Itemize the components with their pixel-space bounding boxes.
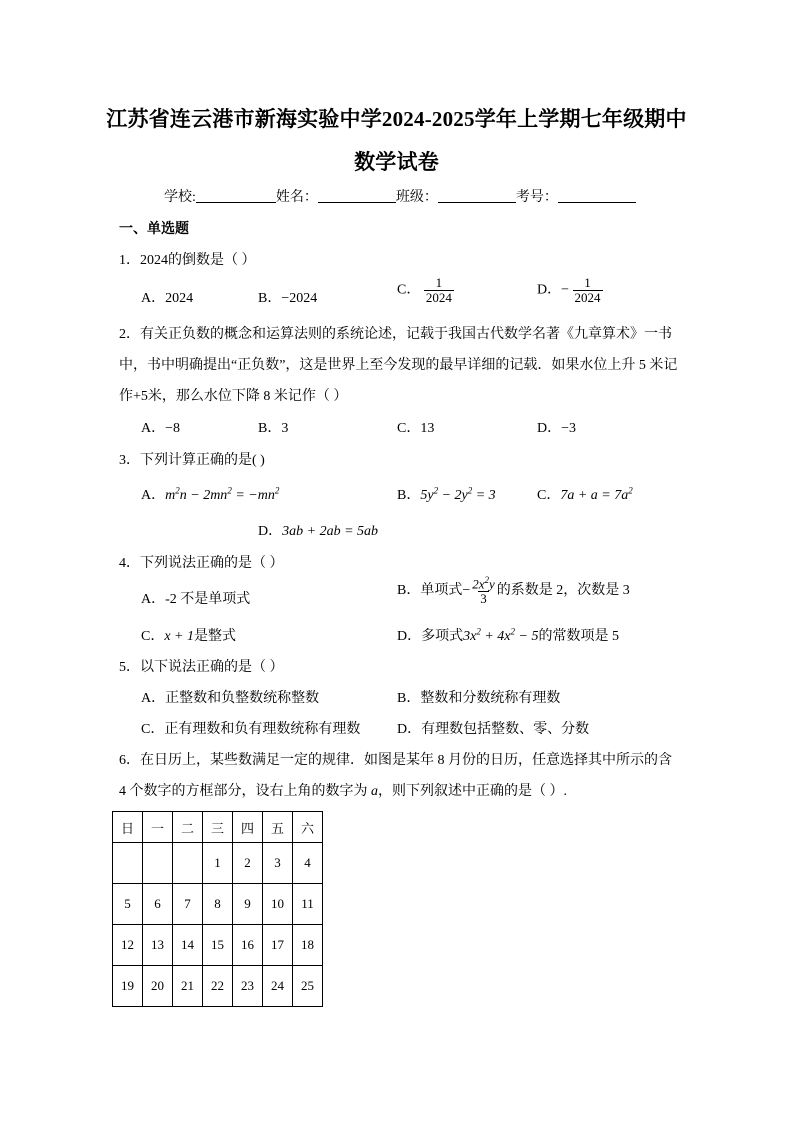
calendar-day-cell: 18 [293, 925, 323, 966]
q4-b-denominator: 3 [480, 590, 487, 606]
calendar-day-cell: 9 [233, 884, 263, 925]
q4-option-d-post: 的常数项是 5 [538, 629, 619, 644]
q1-option-c-label: C． [397, 282, 421, 298]
calendar-day-cell: 3 [263, 843, 293, 884]
q4-stem: 4．下列说法正确的是（ ） [119, 556, 284, 571]
page-title: 江苏省连云港市新海实验中学2024-2025学年上学期七年级期中 [106, 107, 687, 131]
calendar-weekday: 六 [293, 812, 323, 843]
q1-option-b: B．−2024 [258, 291, 318, 306]
page-subtitle: 数学试卷 [354, 150, 439, 174]
q3-option-c-expr: $7a + a = 7a^2$ [560, 485, 633, 503]
q3-option-c [537, 484, 633, 504]
q1-option-d [537, 276, 603, 304]
calendar-weekday: 日 [113, 812, 143, 843]
q4-option-d [397, 625, 619, 645]
q4-option-c-post: 是整式 [194, 629, 237, 644]
calendar-day-cell [143, 843, 173, 884]
q2-option-c: C．13 [397, 421, 435, 436]
q6-line-1: 6．在日历上，某些数满足一定的规律．如图是某年 8 月份的日历，任意选择其中所示的含 [119, 753, 672, 768]
calendar-weekday: 三 [203, 812, 233, 843]
q1-c-denominator: 2024 [425, 289, 452, 305]
q3-option-b-label: B． [397, 488, 421, 503]
calendar-day-cell: 13 [143, 925, 173, 966]
calendar-day-cell: 8 [203, 884, 233, 925]
q1-option-d-sign: − [561, 282, 570, 298]
q1-d-numerator: 1 [584, 275, 591, 290]
calendar-week-row [113, 925, 323, 966]
q2-line-1: 2．有关正负数的概念和运算法则的系统论述，记载于我国古代数学名著《九章算术》一书 [119, 327, 672, 342]
q1-d-denominator: 2024 [574, 289, 601, 305]
calendar-day-cell: 5 [113, 884, 143, 925]
school-label: 学校: [164, 190, 196, 205]
q4-option-a: A．-2 不是单项式 [141, 592, 251, 607]
name-blank [318, 188, 396, 203]
student-info-row [164, 186, 636, 206]
q3-option-a-label: A． [141, 488, 166, 503]
q4-option-d-expr: $3x^2 + 4x^2 - 5$ [463, 626, 539, 644]
q3-option-b [397, 484, 496, 504]
calendar-day-cell: 17 [263, 925, 293, 966]
calendar-day-cell: 10 [263, 884, 293, 925]
calendar-day-cell: 7 [173, 884, 203, 925]
q4-option-c [141, 625, 236, 645]
q1-c-numerator: 1 [435, 275, 443, 290]
q1-option-d-fraction [573, 276, 603, 304]
q5-option-a: A．正整数和负整数统称整数 [141, 691, 320, 706]
q5-option-b: B．整数和分数统称有理数 [397, 691, 561, 706]
q5-stem: 5．以下说法正确的是（ ） [119, 660, 284, 675]
q4-option-c-label: C． [141, 629, 165, 644]
q6-variable-a: a [367, 784, 378, 799]
q3-option-c-label: C． [537, 488, 561, 503]
q3-stem: 3．下列计算正确的是( ) [119, 453, 265, 468]
calendar-day-cell: 21 [173, 966, 203, 1007]
q3-option-b-expr: $5y^2 - 2y^2 = 3$ [420, 485, 496, 503]
q4-option-d-pre: D．多项式 [397, 629, 464, 644]
calendar-day-cell: 19 [113, 966, 143, 1007]
calendar-week-row [113, 843, 323, 884]
q1-stem: 1．2024的倒数是（ ） [119, 253, 256, 268]
calendar-day-cell [173, 843, 203, 884]
name-label: 姓名： [275, 190, 318, 205]
q1-option-c [397, 276, 454, 304]
q4-option-b-fraction [470, 576, 497, 606]
q2-option-a: A．−8 [141, 421, 181, 436]
exam-no-blank [558, 188, 636, 203]
calendar-week-row [113, 966, 323, 1007]
calendar-table [112, 811, 323, 1007]
q2-option-d: D．−3 [537, 421, 577, 436]
q3-option-a-expr: $m^2n - 2mn^2 = -mn^2$ [165, 485, 280, 503]
q3-option-d [258, 520, 378, 540]
class-label: 班级： [395, 190, 438, 205]
q4-option-b-post: 的系数是 2，次数是 3 [496, 583, 630, 599]
calendar-weekday: 五 [263, 812, 293, 843]
calendar-day-cell: 24 [263, 966, 293, 1007]
calendar-day-cell: 12 [113, 925, 143, 966]
q6-line-2 [119, 780, 567, 800]
calendar-day-cell: 14 [173, 925, 203, 966]
q4-b-numerator: $2x^2y$ [472, 575, 495, 592]
q2-line-3: 作+5米，那么水位下降 8 米记作（ ） [119, 389, 348, 404]
exam-no-label: 考号： [515, 190, 558, 205]
q5-option-c: C．正有理数和负有理数统称有理数 [141, 722, 361, 737]
calendar-weekday: 一 [143, 812, 173, 843]
calendar-day-cell: 11 [293, 884, 323, 925]
school-blank [196, 188, 276, 203]
q3-option-d-expr: 3ab + 2ab = 5ab [282, 524, 379, 539]
calendar-day-cell: 15 [203, 925, 233, 966]
q1-option-a: A．2024 [141, 291, 194, 306]
q2-option-b: B．3 [258, 421, 289, 436]
q2-line-2: 中，书中明确提出“正负数”，这是世界上至今发现的最早详细的记载．如果水位上升 5 米记 [119, 358, 678, 373]
q4-option-b [397, 576, 630, 606]
calendar-day-cell [113, 843, 143, 884]
q1-option-c-fraction [424, 276, 454, 304]
calendar-weekday: 二 [173, 812, 203, 843]
section-heading: 一、单选题 [119, 222, 189, 237]
q4-option-c-expr: x + 1 [164, 629, 195, 644]
q4-option-b-pre: B．单项式− [397, 583, 471, 599]
calendar-day-cell: 6 [143, 884, 173, 925]
calendar-week-row [113, 884, 323, 925]
calendar-day-cell: 4 [293, 843, 323, 884]
q6-line-2-post: ，则下列叙述中正确的是（ ）. [378, 784, 567, 799]
calendar-day-cell: 16 [233, 925, 263, 966]
calendar-day-cell: 20 [143, 966, 173, 1007]
calendar-header-row [113, 812, 323, 843]
calendar-day-cell: 22 [203, 966, 233, 1007]
calendar-day-cell: 2 [233, 843, 263, 884]
calendar-day-cell: 1 [203, 843, 233, 884]
calendar-weekday: 四 [233, 812, 263, 843]
class-blank [438, 188, 516, 203]
calendar-day-cell: 23 [233, 966, 263, 1007]
q6-line-2-pre: 4 个数字的方框部分，设右上角的数字为 [119, 784, 368, 799]
q3-option-d-label: D． [258, 524, 283, 539]
q3-option-a [141, 484, 279, 504]
q1-option-d-label: D． [537, 282, 562, 298]
q5-option-d: D．有理数包括整数、零、分数 [397, 722, 590, 737]
calendar-day-cell: 25 [293, 966, 323, 1007]
